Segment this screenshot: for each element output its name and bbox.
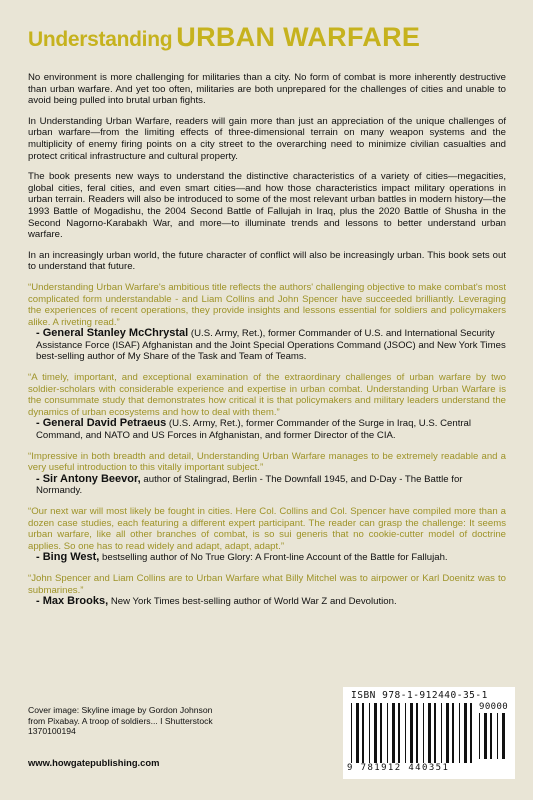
barcode-bar — [459, 703, 460, 763]
endorsement — [28, 573, 506, 608]
endorsement — [28, 282, 506, 363]
description-paragraph: In an increasingly urban world, the future character of conflict will also be increasingly urban. This book sets out to understand that future. — [28, 249, 506, 273]
barcode-bar — [502, 713, 505, 759]
barcode-bar — [387, 703, 388, 763]
barcode-bar — [410, 703, 413, 763]
isbn-label: ISBN 978-1-912440-35-1 — [351, 690, 488, 701]
endorsement-attribution — [28, 596, 506, 608]
barcode-bar — [441, 703, 442, 763]
barcode-bar — [362, 703, 364, 763]
ean-number: 9 781912 440351 — [347, 763, 450, 773]
barcode-bar — [452, 703, 454, 763]
barcode-bar — [428, 703, 431, 763]
barcode-bar — [356, 703, 359, 763]
endorsement — [28, 506, 506, 564]
endorser-name: - Bing West, — [36, 551, 100, 564]
endorser-name: - General Stanley McChrystal — [36, 327, 189, 340]
barcode-bar — [380, 703, 382, 763]
publisher-website[interactable]: www.howgatepublishing.com — [28, 757, 160, 768]
barcode-bar — [423, 703, 424, 763]
endorsement-attribution — [28, 328, 506, 363]
endorsement-quote: “John Spencer and Liam Collins are to Urban Warfare what Billy Mitchel was to airpower or Karl Doenitz was to submarines.” — [28, 572, 506, 596]
ean-barcode-icon — [351, 703, 475, 763]
barcode-bar — [405, 703, 406, 763]
endorser-detail: (U.S. Army, Ret.), former Commander of the Surge in Iraq, U.S. Central Command, and NATO and US Forces in Afghanistan, and former Director of the CIA. — [36, 418, 472, 442]
endorsement-attribution — [28, 474, 506, 497]
image-credits — [28, 705, 238, 737]
barcode-bar — [484, 713, 487, 759]
blurb-content — [28, 72, 506, 617]
endorser-detail: author of Stalingrad, Berlin - The Downfall 1945, and D-Day - The Battle for Normandy. — [36, 473, 463, 497]
price-code: 90000 — [479, 702, 509, 712]
endorsement-attribution — [28, 418, 506, 441]
barcode-bar — [446, 703, 449, 763]
title-prefix: Understanding — [28, 28, 173, 51]
barcode-bar — [374, 703, 377, 763]
endorser-name: - Max Brooks, — [36, 595, 109, 608]
title-main: URBAN WARFARE — [176, 22, 421, 52]
barcode-bar — [369, 703, 370, 763]
barcode-bar — [434, 703, 436, 763]
endorsements — [28, 282, 506, 608]
endorsement-attribution — [28, 552, 506, 564]
book-title — [28, 22, 420, 53]
endorsement-quote: “Our next war will most likely be fought in cities. Here Col. Collins and Col. Spencer have compiled more than a dozen case studies, each featuring a different expert participant. The reader can grasp the challenge: It seems urban warfare, like all other branches of combat, is so sui generis that no cookie-cutter model of doctrine applies. So one has to read widely and adapt, adapt, adapt.” — [28, 506, 506, 552]
barcode-bar — [392, 703, 395, 763]
barcode-bar — [416, 703, 418, 763]
description-paragraph: In Understanding Urban Warfare, readers will gain more than just an appreciation of the unique challenges of urban warfare—from the limiting effects of three-dimensional terrain on many weapon systems and the multiplicity of enemy firing points on a city street to the overarching need to minimize civilian casualties and protect critical infrastructure and cultural property. — [28, 115, 506, 162]
credit-line: Cover image: Skyline image by Gordon Johnson — [28, 705, 213, 715]
barcode-bar — [470, 703, 472, 763]
barcode-bar — [464, 703, 467, 763]
endorser-name: - Sir Antony Beevor, — [36, 472, 141, 485]
endorser-detail: bestselling author of No True Glory: A Front-line Account of the Battle for Fallujah. — [102, 552, 448, 564]
endorser-detail: (U.S. Army, Ret.), former Commander of U.S. and International Security Assistance Force (ISAF) Afghanistan and the Joint Special Operations Command (JSOC) and New York Times best-selling author of My Share of the Task and Team of Teams. — [36, 328, 506, 363]
endorsement — [28, 372, 506, 442]
price-barcode-icon — [479, 713, 509, 759]
credit-line: 1370100194 — [28, 726, 76, 736]
endorsement-quote: “A timely, important, and exceptional examination of the extraordinary challenges of urban warfare by two soldier-scholars with considerable experience and expertise in urban combat. Understanding Urban Warfare is the consummate study that demonstrates how critical it is that policymakers and military leaders understand the dynamics of urban ecosystems and how to deal with them.” — [28, 372, 506, 418]
barcode-bar — [398, 703, 400, 763]
endorser-detail: New York Times best-selling author of World War Z and Devolution. — [110, 596, 397, 608]
barcode-block — [343, 687, 515, 779]
endorsement-quote: “Understanding Urban Warfare's ambitious title reflects the authors' challenging objective to make combat's most complicated form understandable - and Liam Collins and John Spencer have succeeded brilliantly. Leveraging the experiences of recent operations, they provide insights and lessons essential for soldiers and policymakers alike. A riveting read.” — [28, 281, 506, 328]
endorser-name: - General David Petraeus — [36, 417, 167, 430]
credit-line: from Pixabay. A troop of soldiers... I Shutterstock — [28, 715, 213, 726]
description-paragraph: No environment is more challenging for militaries than a city. No form of combat is more inherently destructive than urban warfare. And yet too often, militaries are both unprepared for the challenges of cities and unable to avoid being pulled into brutal urban fights. — [28, 72, 506, 107]
barcode-bar — [479, 713, 480, 759]
endorsement-quote: “Impressive in both breadth and detail, Understanding Urban Warfare manages to be extremely readable and a very useful introduction to this vitally important subject.” — [28, 450, 506, 474]
barcode-bar — [351, 703, 352, 763]
description-paragraph: The book presents new ways to understand the distinctive characteristics of a variety of cities—megacities, global cities, feral cities, and even smart cities—and how those characteristics impact military operations in urban terrain. Readers will also be introduced to some of the most relevant urban battles in modern history—the 1993 Battle of Mogadishu, the 2004 Second Battle of Fallujah in Iraq, plus the 2020 Battle of Shusha in the Second Nagorno-Karabakh War, and more—to illuminate trends and lessons to better understand urban warfare. — [28, 171, 506, 241]
barcode-bar — [490, 713, 492, 759]
barcode-bar — [497, 713, 498, 759]
endorsement — [28, 451, 506, 497]
description — [28, 72, 506, 273]
